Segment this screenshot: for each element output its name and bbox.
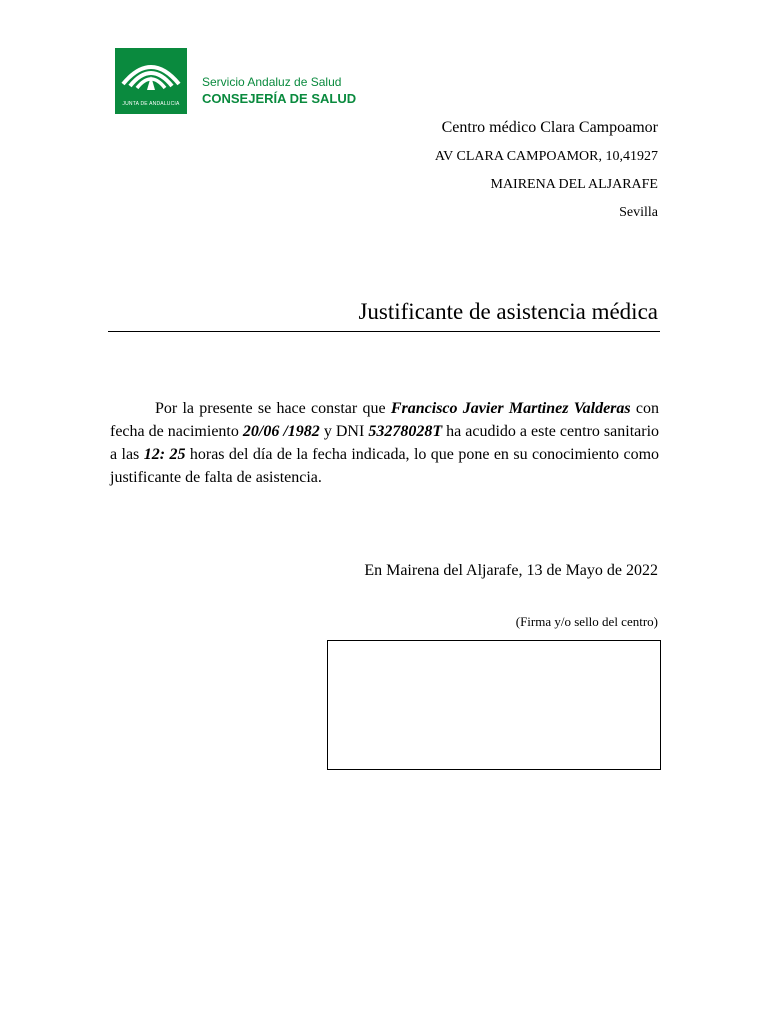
birth-date: 20/06 /1982 [242,423,320,440]
org-name-line2: CONSEJERÍA DE SALUD [202,91,357,106]
dni-number: 53278028T [368,423,443,440]
body-text-4: ha acudido a este centro sanitario a las [110,423,660,463]
attendance-time: 12: 25 [143,446,186,463]
logo-caption: JUNTA DE ANDALUCIA [122,101,180,107]
document-title: Justificante de asistencia médica [358,299,658,324]
signature-box [327,640,661,770]
junta-andalucia-logo [115,48,187,114]
title-divider [108,331,660,332]
body-text-3: y DNI [319,423,369,440]
center-province: Sevilla [619,205,658,220]
center-name: Centro médico Clara Campoamor [441,119,658,136]
body-text-1: Por la presente se hace constar que [155,400,391,417]
center-street: AV CLARA CAMPOAMOR, 10,41927 [434,149,658,164]
center-city: MAIRENA DEL ALJARAFE [490,177,658,192]
patient-name: Francisco Javier Martinez Valderas [390,400,631,417]
body-text-5: horas del día de la fecha indicada, lo que pone en su conocimiento como justificante de falta de asistencia. [110,446,660,486]
body-text-2: con fecha de nacimiento [110,400,660,440]
signature-label: (Firma y/o sello del centro) [515,614,658,629]
org-name-line1: Servicio Andaluz de Salud [202,75,342,89]
certificate-paragraph [110,397,659,489]
place-and-date: En Mairena del Aljarafe, 13 de Mayo de 2022 [364,562,658,579]
